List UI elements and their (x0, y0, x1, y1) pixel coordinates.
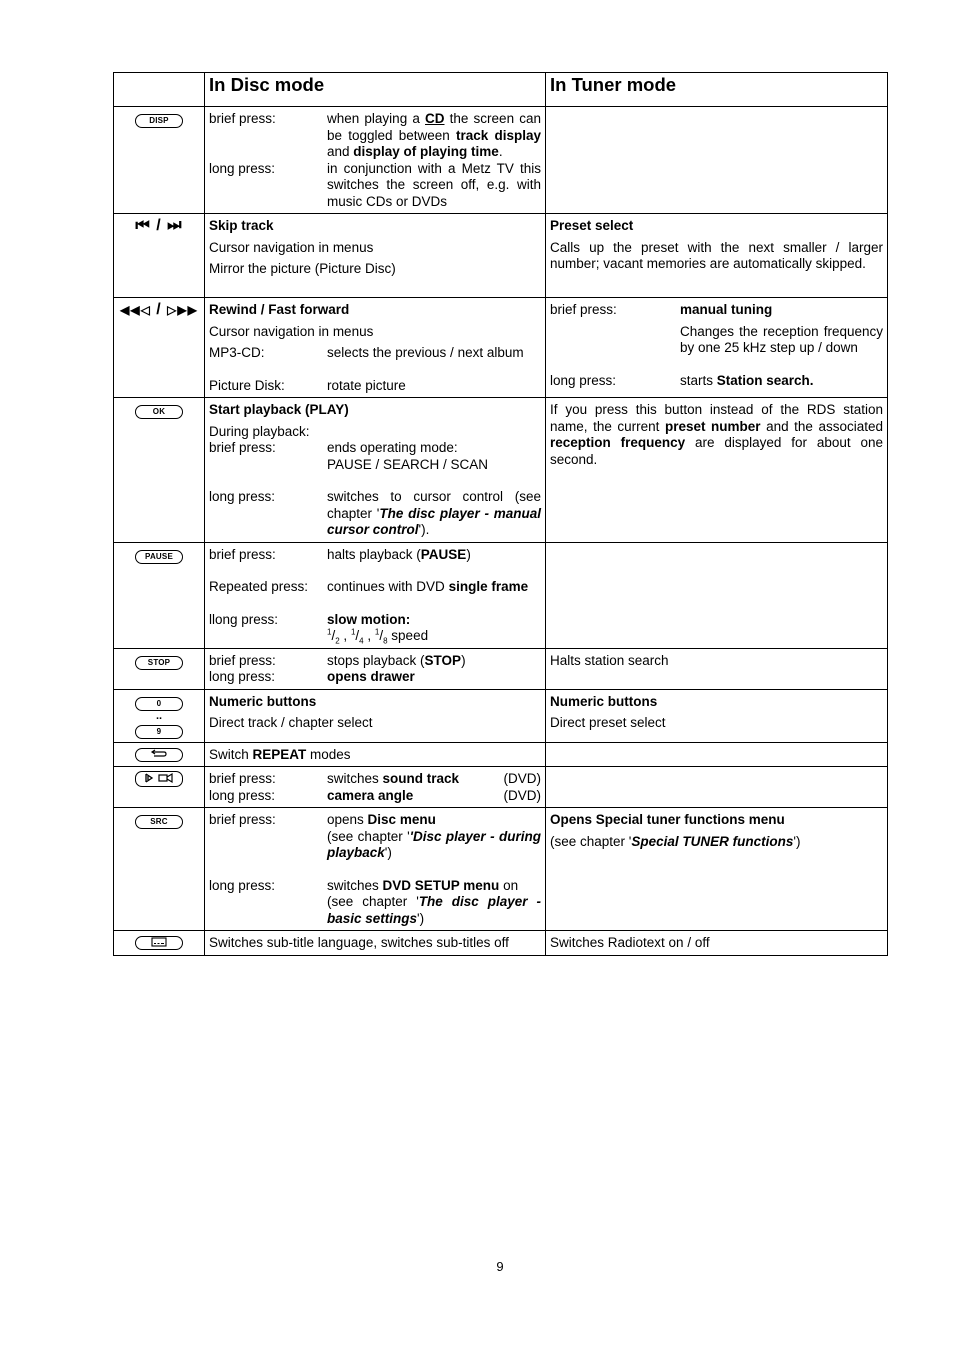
header-tuner-mode: In Tuner mode (546, 73, 888, 107)
stop-disc-cell: brief press: stops playback (STOP) long press: opens drawer (205, 648, 546, 689)
row-repeat (114, 742, 888, 767)
rewind-disc-cell: Rewind / Fast forward Cursor navigation in menus MP3-CD: selects the previous / next album Picture Disk: rotate picture (205, 298, 546, 398)
skip-track-icon: ⏮ / ⏭ (114, 214, 205, 298)
subtitle-button-icon (114, 931, 205, 956)
disp-button-icon: DISP (114, 107, 205, 214)
ok-button-icon: OK (114, 398, 205, 543)
pause-button-icon: PAUSE (114, 542, 205, 648)
pause-tuner-cell (546, 542, 888, 648)
row-ok (114, 398, 888, 543)
pause-disc-cell: brief press: halts playback (PAUSE) Repeated press: continues with DVD single frame llong press: slow motion: $^1/_2$ , $^1/_4$ , $^1/_8$ speed (205, 542, 546, 648)
ok-tuner-cell: If you press this button instead of the RDS station name, the current preset number and the associated reception frequency are displayed for about one second. (546, 398, 888, 543)
disp-disc-cell: brief press: when playing a CD the screen can be toggled between track display and display of playing time. long press: in conjunction with a Metz TV this switches the screen off, e.g. with music CDs or DVDs (205, 107, 546, 214)
numeric-disc-cell: Numeric buttons Direct track / chapter select (205, 689, 546, 742)
repeat-disc-cell: Switch REPEAT modes (205, 742, 546, 767)
disp-tuner-cell (546, 107, 888, 214)
rewind-forward-icon: ◀◀◁ / ▷▶▶ (114, 298, 205, 398)
subtitle-disc-cell: Switches sub-title language, switches sub-titles off (205, 931, 546, 956)
numeric-tuner-cell: Numeric buttons Direct preset select (546, 689, 888, 742)
row-rewind (114, 298, 888, 398)
row-audio-angle (114, 767, 888, 808)
row-numeric (114, 689, 888, 742)
row-skip (114, 214, 888, 298)
audio-disc-cell: brief press: switches sound track (DVD) long press: camera angle (DVD) (205, 767, 546, 808)
audio-angle-button-icon (114, 767, 205, 808)
row-disp (114, 107, 888, 214)
rewind-tuner-cell: brief press: manual tuning Changes the reception frequency by one 25 kHz step up / down long press: starts Station search. (546, 298, 888, 398)
skip-tuner-cell: Preset select Calls up the preset with the next smaller / larger number; vacant memories are automatically skipped. (546, 214, 888, 298)
src-button-icon: SRC (114, 808, 205, 931)
row-stop (114, 648, 888, 689)
function-table (113, 72, 888, 956)
repeat-tuner-cell (546, 742, 888, 767)
repeat-button-icon (114, 742, 205, 767)
audio-tuner-cell (546, 767, 888, 808)
src-disc-cell: brief press: opens Disc menu (see chapter ''Disc player - during playback') long press: switches DVD SETUP menu on (see chapter 'The disc player - basic settings') (205, 808, 546, 931)
header-icon-cell (114, 73, 205, 107)
page-number: 9 (496, 1259, 504, 1274)
skip-disc-cell: Skip track Cursor navigation in menus Mirror the picture (Picture Disc) (205, 214, 546, 298)
header-row (114, 73, 888, 107)
ok-disc-cell: Start playback (PLAY) During playback: brief press: ends operating mode: PAUSE / SEARCH / SCAN long press: switches to cursor control (see chapter 'The disc player - manual cursor control'). (205, 398, 546, 543)
row-pause (114, 542, 888, 648)
numeric-buttons-icon: 0 .. 9 (114, 689, 205, 742)
stop-button-icon: STOP (114, 648, 205, 689)
header-disc-mode: In Disc mode (205, 73, 546, 107)
row-src (114, 808, 888, 931)
stop-tuner-cell: Halts station search (546, 648, 888, 689)
src-tuner-cell: Opens Special tuner functions menu (see chapter 'Special TUNER functions') (546, 808, 888, 931)
row-subtitle (114, 931, 888, 956)
subtitle-tuner-cell: Switches Radiotext on / off (546, 931, 888, 956)
